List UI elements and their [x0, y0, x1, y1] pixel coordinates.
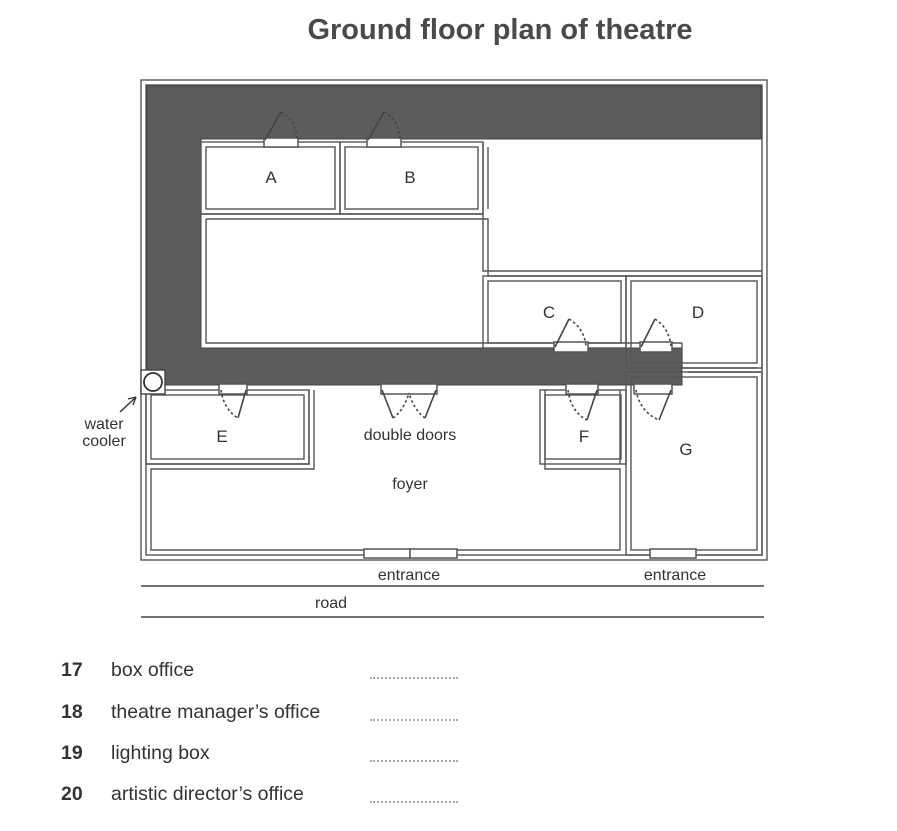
question-18: [61, 701, 320, 724]
main-entrance-door: [364, 549, 457, 558]
water-cooler-label-line2: cooler: [82, 433, 126, 450]
outer-wall: [141, 80, 767, 560]
question-number: 20: [61, 783, 83, 805]
road: [141, 586, 764, 617]
question-17: [61, 659, 194, 682]
water-cooler-icon: [141, 370, 165, 394]
answer-blank-18[interactable]: [370, 719, 458, 721]
room-g: [626, 372, 762, 555]
foyer-label: foyer: [392, 476, 428, 493]
room-label-f: F: [578, 427, 590, 446]
door-c: [554, 319, 588, 352]
stage-area-wall: [201, 142, 762, 343]
room-label-a: A: [265, 168, 277, 187]
main-entrance-label: entrance: [377, 567, 441, 584]
room-label-d: D: [691, 303, 705, 322]
diagram-title: Ground floor plan of theatre: [307, 14, 693, 46]
side-entrance-door: [650, 549, 696, 558]
door-e: [219, 384, 247, 418]
answer-blank-17[interactable]: [370, 677, 458, 679]
question-20: [61, 783, 304, 806]
question-text: artistic director’s office: [111, 783, 304, 805]
foyer-room: [146, 390, 620, 550]
question-text: box office: [111, 659, 195, 681]
room-label-e: E: [216, 427, 228, 446]
room-label-g: G: [679, 440, 693, 459]
question-number: 17: [61, 659, 83, 681]
answer-blank-20[interactable]: [370, 801, 458, 803]
side-entrance-label: entrance: [643, 567, 707, 584]
question-number: 18: [61, 701, 83, 723]
water-cooler-label-line1: water: [84, 416, 124, 433]
question-19: [61, 742, 210, 765]
question-number: 19: [61, 742, 83, 764]
door-f: [566, 384, 598, 420]
door-g: [634, 384, 672, 420]
door-d: [640, 319, 672, 352]
double-doors-label: double doors: [363, 427, 457, 444]
road-label: road: [314, 595, 348, 612]
answer-blank-19[interactable]: [370, 760, 458, 762]
room-label-c: C: [542, 303, 556, 322]
double-doors: [381, 384, 437, 418]
room-label-b: B: [404, 168, 416, 187]
question-text: lighting box: [111, 742, 210, 764]
water-cooler-arrow: [120, 397, 136, 412]
question-text: theatre manager’s office: [111, 701, 321, 723]
